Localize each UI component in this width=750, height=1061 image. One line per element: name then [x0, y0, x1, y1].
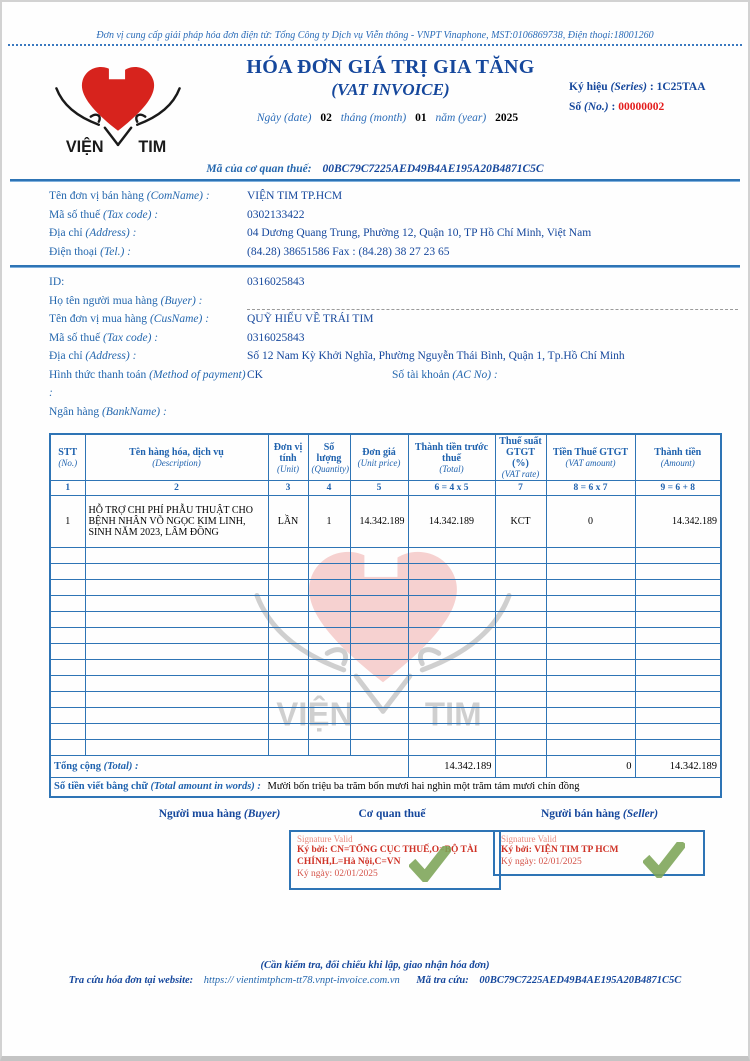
empty-cell [350, 548, 408, 564]
empty-cell [408, 692, 495, 708]
empty-cell [308, 676, 350, 692]
empty-cell [635, 644, 721, 660]
empty-cell [546, 596, 635, 612]
empty-item-row [50, 692, 721, 708]
series-value: 1C25TAA [656, 81, 706, 93]
empty-cell [408, 628, 495, 644]
col-total-before-tax: Thành tiền trước thuế (Total) [408, 434, 495, 481]
empty-cell [268, 564, 308, 580]
date-month: 01 [415, 112, 427, 124]
buyer-company-label: Tên đơn vị mua hàng (CusName) : [49, 313, 210, 325]
buyer-id-label: ID: [49, 276, 65, 288]
checkmark-icon [409, 846, 451, 882]
empty-cell [50, 612, 85, 628]
empty-cell [546, 692, 635, 708]
total-vat-amount-value: 0 [546, 756, 635, 778]
seller-phone-value: (84.28) 38651586 Fax : (84.28) 38 27 23 65 [247, 245, 450, 258]
account-number-value [498, 366, 716, 403]
empty-item-row [50, 660, 721, 676]
empty-cell [495, 724, 546, 740]
empty-cell [546, 644, 635, 660]
empty-cell [268, 724, 308, 740]
empty-cell [268, 612, 308, 628]
date-year: 2025 [495, 112, 519, 124]
empty-item-row [50, 596, 721, 612]
empty-cell [50, 724, 85, 740]
empty-cell [50, 580, 85, 596]
invoice-title: HÓA ĐƠN GIÁ TRỊ GIA TĂNG [246, 56, 535, 78]
empty-cell [408, 580, 495, 596]
buyer-company-value: QUỸ HIỂU VỀ TRÁI TIM [247, 313, 374, 325]
empty-cell [308, 596, 350, 612]
logo-word-tim: TIM [138, 137, 167, 155]
item-amount: 14.342.189 [635, 496, 721, 548]
checkmark-icon [643, 842, 685, 878]
empty-cell [635, 660, 721, 676]
empty-cell [408, 708, 495, 724]
items-table [49, 433, 722, 798]
empty-cell [50, 596, 85, 612]
item-description: HỖ TRỢ CHI PHÍ PHẪU THUẬT CHO BỆNH NHÂN VÕ NGỌC KIM LINH, SINH NĂM 2023, LÂM ĐỒNG [85, 496, 268, 548]
empty-cell [85, 644, 268, 660]
amount-in-words-value: Mười bốn triệu ba trăm bốn mươi hai nghìn một trăm tám mươi chín đồng [267, 781, 580, 793]
items-table-wrap [49, 433, 716, 798]
empty-cell [350, 708, 408, 724]
invoice-number-value: 00000002 [618, 100, 665, 113]
empty-cell [635, 612, 721, 628]
item-unit-price: 14.342.189 [350, 496, 408, 548]
empty-cell [546, 676, 635, 692]
empty-cell [268, 628, 308, 644]
total-row [50, 756, 721, 778]
total-before-tax-value: 14.342.189 [408, 756, 495, 778]
bank-value [247, 403, 716, 422]
empty-cell [408, 596, 495, 612]
seller-taxcode-label: Mã số thuế (Tax code) : [49, 208, 159, 221]
empty-cell [408, 548, 495, 564]
colnum: 6 = 4 x 5 [408, 481, 495, 496]
empty-cell [495, 692, 546, 708]
empty-cell [50, 676, 85, 692]
item-vat-amount: 0 [546, 496, 635, 548]
empty-cell [268, 740, 308, 756]
lookup-code-value: 00BC79C7225AED49B4AE195A20B4871C5C [479, 974, 682, 986]
heart-hands-logo-icon [42, 52, 194, 155]
empty-item-row [50, 628, 721, 644]
payment-method-row [49, 366, 716, 403]
series-line: Ký hiệu (Series) : 1C25TAA [569, 81, 706, 93]
empty-cell [85, 740, 268, 756]
colnum: 1 [50, 481, 85, 496]
empty-cell [308, 724, 350, 740]
year-label: năm (year) [435, 112, 487, 124]
empty-cell [85, 692, 268, 708]
empty-item-row [50, 676, 721, 692]
empty-cell [268, 676, 308, 692]
empty-cell [85, 676, 268, 692]
empty-cell [85, 612, 268, 628]
empty-cell [408, 740, 495, 756]
empty-cell [408, 676, 495, 692]
empty-cell [268, 692, 308, 708]
lookup-line [2, 975, 748, 986]
empty-item-row [50, 644, 721, 660]
date-day: 02 [320, 112, 332, 124]
empty-cell [635, 692, 721, 708]
tax-signed-date: Ký ngày: 02/01/2025 [297, 868, 378, 879]
empty-item-row [50, 564, 721, 580]
empty-cell [546, 564, 635, 580]
empty-cell [50, 628, 85, 644]
empty-cell [308, 580, 350, 596]
month-label: tháng (month) [340, 112, 407, 124]
colnum: 9 = 6 + 8 [635, 481, 721, 496]
amount-in-words-row [50, 778, 721, 797]
seller-name-value: VIỆN TIM TP.HCM [247, 190, 343, 202]
empty-cell [408, 644, 495, 660]
empty-cell [495, 596, 546, 612]
amount-in-words-label: Số tiền viết bằng chữ (Total amount in words) : [54, 781, 261, 793]
empty-cell [308, 692, 350, 708]
seller-address-row [49, 224, 716, 243]
empty-cell [546, 580, 635, 596]
seller-address-label: Địa chỉ (Address) : [49, 227, 137, 239]
seller-name-row [49, 187, 716, 206]
empty-cell [495, 708, 546, 724]
empty-cell [495, 548, 546, 564]
item-total: 14.342.189 [408, 496, 495, 548]
empty-cell [635, 564, 721, 580]
empty-cell [546, 612, 635, 628]
item-quantity: 1 [308, 496, 350, 548]
empty-cell [495, 612, 546, 628]
empty-cell [350, 564, 408, 580]
buyer-address-label: Địa chỉ (Address) : [49, 350, 137, 362]
empty-item-row [50, 612, 721, 628]
empty-cell [635, 676, 721, 692]
buyer-address-row [49, 347, 716, 366]
item-unit: LẦN [268, 496, 308, 548]
empty-cell [350, 580, 408, 596]
colnum: 7 [495, 481, 546, 496]
empty-cell [495, 644, 546, 660]
empty-item-row [50, 740, 721, 756]
empty-cell [268, 548, 308, 564]
buyer-id-value: 0316025843 [247, 276, 305, 288]
seller-phone-label: Điện thoại (Tel.) : [49, 245, 131, 258]
account-number-label: Số tài khoản (AC No) : [392, 368, 498, 381]
colnum: 5 [350, 481, 408, 496]
empty-cell [308, 660, 350, 676]
seller-signature-valid: Signature Valid [501, 833, 557, 844]
bank-label: Ngân hàng (BankName) : [49, 405, 167, 418]
invoice-header [2, 46, 748, 155]
seller-phone-row [49, 243, 716, 262]
lookup-website-label: Tra cứu hóa đơn tại website: [68, 974, 194, 986]
payment-method-label: Hình thức thanh toán (Method of payment) : [49, 368, 246, 399]
invoice-number-line: Số (No.) : 00000002 [569, 100, 665, 113]
lookup-website-url: https:// vientimtphcm-tt78.vnpt-invoice.com.vn [203, 974, 400, 986]
buyer-name-label: Họ tên người mua hàng (Buyer) : [49, 294, 203, 307]
signatures-section [2, 808, 748, 908]
seller-section [2, 182, 748, 265]
total-amount-value: 14.342.189 [635, 756, 721, 778]
empty-cell [408, 724, 495, 740]
tax-signed-by: Ký bởi: CN=TỔNG CỤC THUẾ,O=BỘ TÀI CHÍNH,L=Hà Nội,C=VN [297, 844, 478, 867]
empty-cell [308, 612, 350, 628]
seller-signature-box [493, 830, 705, 876]
empty-cell [350, 724, 408, 740]
empty-cell [308, 548, 350, 564]
empty-cell [635, 628, 721, 644]
empty-cell [635, 596, 721, 612]
empty-cell [308, 628, 350, 644]
empty-cell [85, 660, 268, 676]
item-row [50, 496, 721, 548]
buyer-section [2, 268, 748, 425]
empty-cell [408, 660, 495, 676]
empty-cell [635, 708, 721, 724]
buyer-name-value [247, 292, 738, 311]
empty-cell [408, 564, 495, 580]
total-vat-rate-empty [495, 756, 546, 778]
buyer-name-row [49, 292, 716, 311]
date-label: Ngày (date) [256, 112, 312, 124]
empty-cell [50, 740, 85, 756]
empty-cell [308, 644, 350, 660]
empty-cell [85, 596, 268, 612]
empty-cell [495, 580, 546, 596]
empty-cell [50, 660, 85, 676]
colnum: 8 = 6 x 7 [546, 481, 635, 496]
tax-authority-code-line [2, 163, 748, 175]
empty-cell [495, 564, 546, 580]
empty-cell [268, 644, 308, 660]
empty-cell [50, 644, 85, 660]
item-stt: 1 [50, 496, 85, 548]
buyer-signature-heading: Người mua hàng (Buyer) [158, 807, 281, 820]
empty-cell [350, 676, 408, 692]
empty-cell [308, 564, 350, 580]
empty-cell [268, 580, 308, 596]
empty-cell [635, 724, 721, 740]
empty-cell [85, 708, 268, 724]
verification-note: (Cần kiểm tra, đối chiếu khi lập, giao nhận hóa đơn) [260, 959, 490, 971]
empty-cell [85, 564, 268, 580]
empty-cell [50, 708, 85, 724]
col-quantity: Số lượng (Quantity) [308, 434, 350, 481]
buyer-taxcode-label: Mã số thuế (Tax code) : [49, 331, 159, 344]
empty-cell [350, 660, 408, 676]
empty-cell [546, 740, 635, 756]
tax-authority-code-value: 00BC79C7225AED49B4AE195A20B4871C5C [322, 163, 544, 175]
seller-signature-heading: Người bán hàng (Seller) [540, 807, 659, 820]
buyer-taxcode-value: 0316025843 [247, 331, 305, 344]
empty-cell [268, 708, 308, 724]
empty-item-row [50, 580, 721, 596]
empty-cell [546, 548, 635, 564]
empty-cell [546, 724, 635, 740]
empty-cell [350, 644, 408, 660]
seller-address-value: 04 Dương Quang Trung, Phường 12, Quận 10, TP Hồ Chí Minh, Việt Nam [247, 227, 592, 239]
empty-cell [350, 628, 408, 644]
empty-cell [50, 564, 85, 580]
seller-taxcode-row [49, 206, 716, 225]
empty-cell [308, 708, 350, 724]
empty-cell [635, 548, 721, 564]
empty-cell [495, 676, 546, 692]
buyer-id-row [49, 273, 716, 292]
item-vat-rate: KCT [495, 496, 546, 548]
tax-authority-code-label: Mã của cơ quan thuế: [206, 163, 312, 175]
buyer-taxcode-row [49, 329, 716, 348]
col-vat-amount: Tiền Thuế GTGT (VAT amount) [546, 434, 635, 481]
col-unit-price: Đơn giá (Unit price) [350, 434, 408, 481]
empty-cell [635, 740, 721, 756]
tax-authority-heading: Cơ quan thuế [358, 807, 426, 820]
empty-item-row [50, 724, 721, 740]
seller-taxcode-value: 0302133422 [247, 208, 305, 221]
seller-signed-date: Ký ngày: 02/01/2025 [501, 856, 582, 867]
invoice-table-body [50, 496, 721, 797]
empty-item-row [50, 548, 721, 564]
title-block [212, 52, 569, 155]
empty-cell [350, 612, 408, 628]
logo-word-vien: VIỆN [65, 137, 104, 155]
empty-cell [50, 692, 85, 708]
amount-in-words-cell [50, 778, 721, 797]
col-vat-rate: Thuế suất GTGT (%) (VAT rate) [495, 434, 546, 481]
empty-cell [50, 548, 85, 564]
vien-tim-logo [42, 52, 212, 155]
invoice-subtitle: (VAT INVOICE) [331, 80, 450, 99]
col-stt: STT (No.) [50, 434, 85, 481]
empty-cell [635, 580, 721, 596]
empty-cell [350, 596, 408, 612]
lookup-code-label: Mã tra cứu: [416, 974, 469, 986]
empty-cell [495, 628, 546, 644]
col-description: Tên hàng hóa, dịch vụ (Description) [85, 434, 268, 481]
empty-cell [350, 692, 408, 708]
colnum: 2 [85, 481, 268, 496]
tax-signature-box [289, 830, 501, 890]
seller-signed-by: Ký bởi: VIỆN TIM TP HCM [501, 844, 619, 855]
invoice-date-line [212, 112, 569, 124]
seller-name-label: Tên đơn vị bán hàng (ComName) : [49, 190, 210, 202]
empty-cell [495, 660, 546, 676]
col-unit: Đơn vị tính (Unit) [268, 434, 308, 481]
empty-cell [268, 596, 308, 612]
empty-cell [546, 628, 635, 644]
table-header-row [50, 434, 721, 481]
empty-cell [85, 580, 268, 596]
payment-method-value: CK [247, 368, 263, 381]
bank-row [49, 403, 716, 422]
tax-signature-valid: Signature Valid [297, 833, 353, 844]
total-label: Tổng cộng (Total) : [50, 756, 408, 778]
footer [2, 960, 748, 986]
empty-cell [546, 660, 635, 676]
buyer-company-row [49, 310, 716, 329]
empty-cell [85, 724, 268, 740]
col-amount: Thành tiền (Amount) [635, 434, 721, 481]
provider-line: Đơn vị cung cấp giải pháp hóa đơn điện tử: Tổng Công ty Dịch vụ Viễn thông - VNPT Vinaphone, MST:0106869738, Điện thoại:18001260 [96, 30, 654, 41]
serial-block [569, 52, 734, 155]
empty-cell [408, 612, 495, 628]
empty-cell [546, 708, 635, 724]
empty-cell [350, 740, 408, 756]
empty-cell [268, 660, 308, 676]
empty-cell [85, 628, 268, 644]
buyer-address-value: Số 12 Nam Kỳ Khởi Nghĩa, Phường Nguyễn Thái Bình, Quận 1, Tp.Hồ Chí Minh [247, 350, 625, 362]
empty-item-row [50, 708, 721, 724]
column-number-row [50, 481, 721, 496]
empty-cell [495, 740, 546, 756]
colnum: 4 [308, 481, 350, 496]
empty-cell [85, 548, 268, 564]
colnum: 3 [268, 481, 308, 496]
empty-cell [308, 740, 350, 756]
